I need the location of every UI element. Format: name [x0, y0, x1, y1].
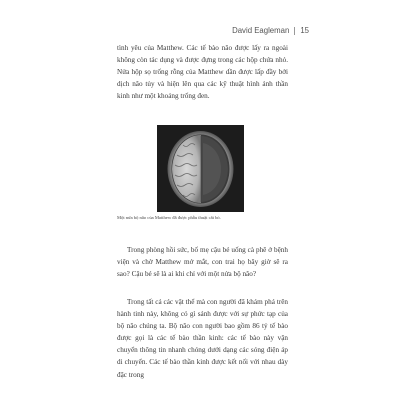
paragraph-1: tình yêu của Matthew. Các tế bào não được lấy ra ngoài không còn tác dụng và được đựng trong các hộp chứa nhỏ. Nửa hộp sọ trống rỗng của Matthew dần được lấp đầy bởi dịch não tủy và hiện lên qua các kỹ thuật hình ảnh thần kinh như một khoảng trống đen.	[117, 44, 288, 101]
paragraph-2: Trong phòng hồi sức, bố mẹ cậu bé uống cà phê ở bệnh viện và chờ Matthew mở mắt, con trai họ bây giờ sẽ ra sao? Cậu bé sẽ là ai khi chỉ với một nửa bộ não?	[117, 246, 288, 279]
paragraph-3: Trong tất cả các vật thể mà con người đã khám phá trên hành tinh này, không có gì sánh được với sự phức tạp của bộ não chúng ta. Bộ não con người bao gồm 86 tỷ tế bào được gọi là các tế bào thần kinh: các tế bào này vận chuyển thông tin nhanh chóng dưới dạng các sóng điện áp di chuyển. Các tế bào thần kinh được kết nối với nhau dày đặc trong	[117, 298, 288, 379]
author-name: David Eagleman	[232, 26, 290, 35]
running-header	[232, 26, 309, 35]
paragraph-1-container	[117, 42, 288, 102]
brain-scan-figure	[157, 125, 244, 212]
header-divider	[294, 27, 295, 35]
brain-mri-image	[157, 125, 244, 212]
figure-caption: Một nửa bộ não của Matthew đã được phẫu thuật cắt bỏ.	[117, 215, 221, 220]
page-number: 15	[300, 26, 309, 35]
paragraph-2-container	[117, 244, 288, 280]
paragraph-3-container	[117, 296, 288, 381]
